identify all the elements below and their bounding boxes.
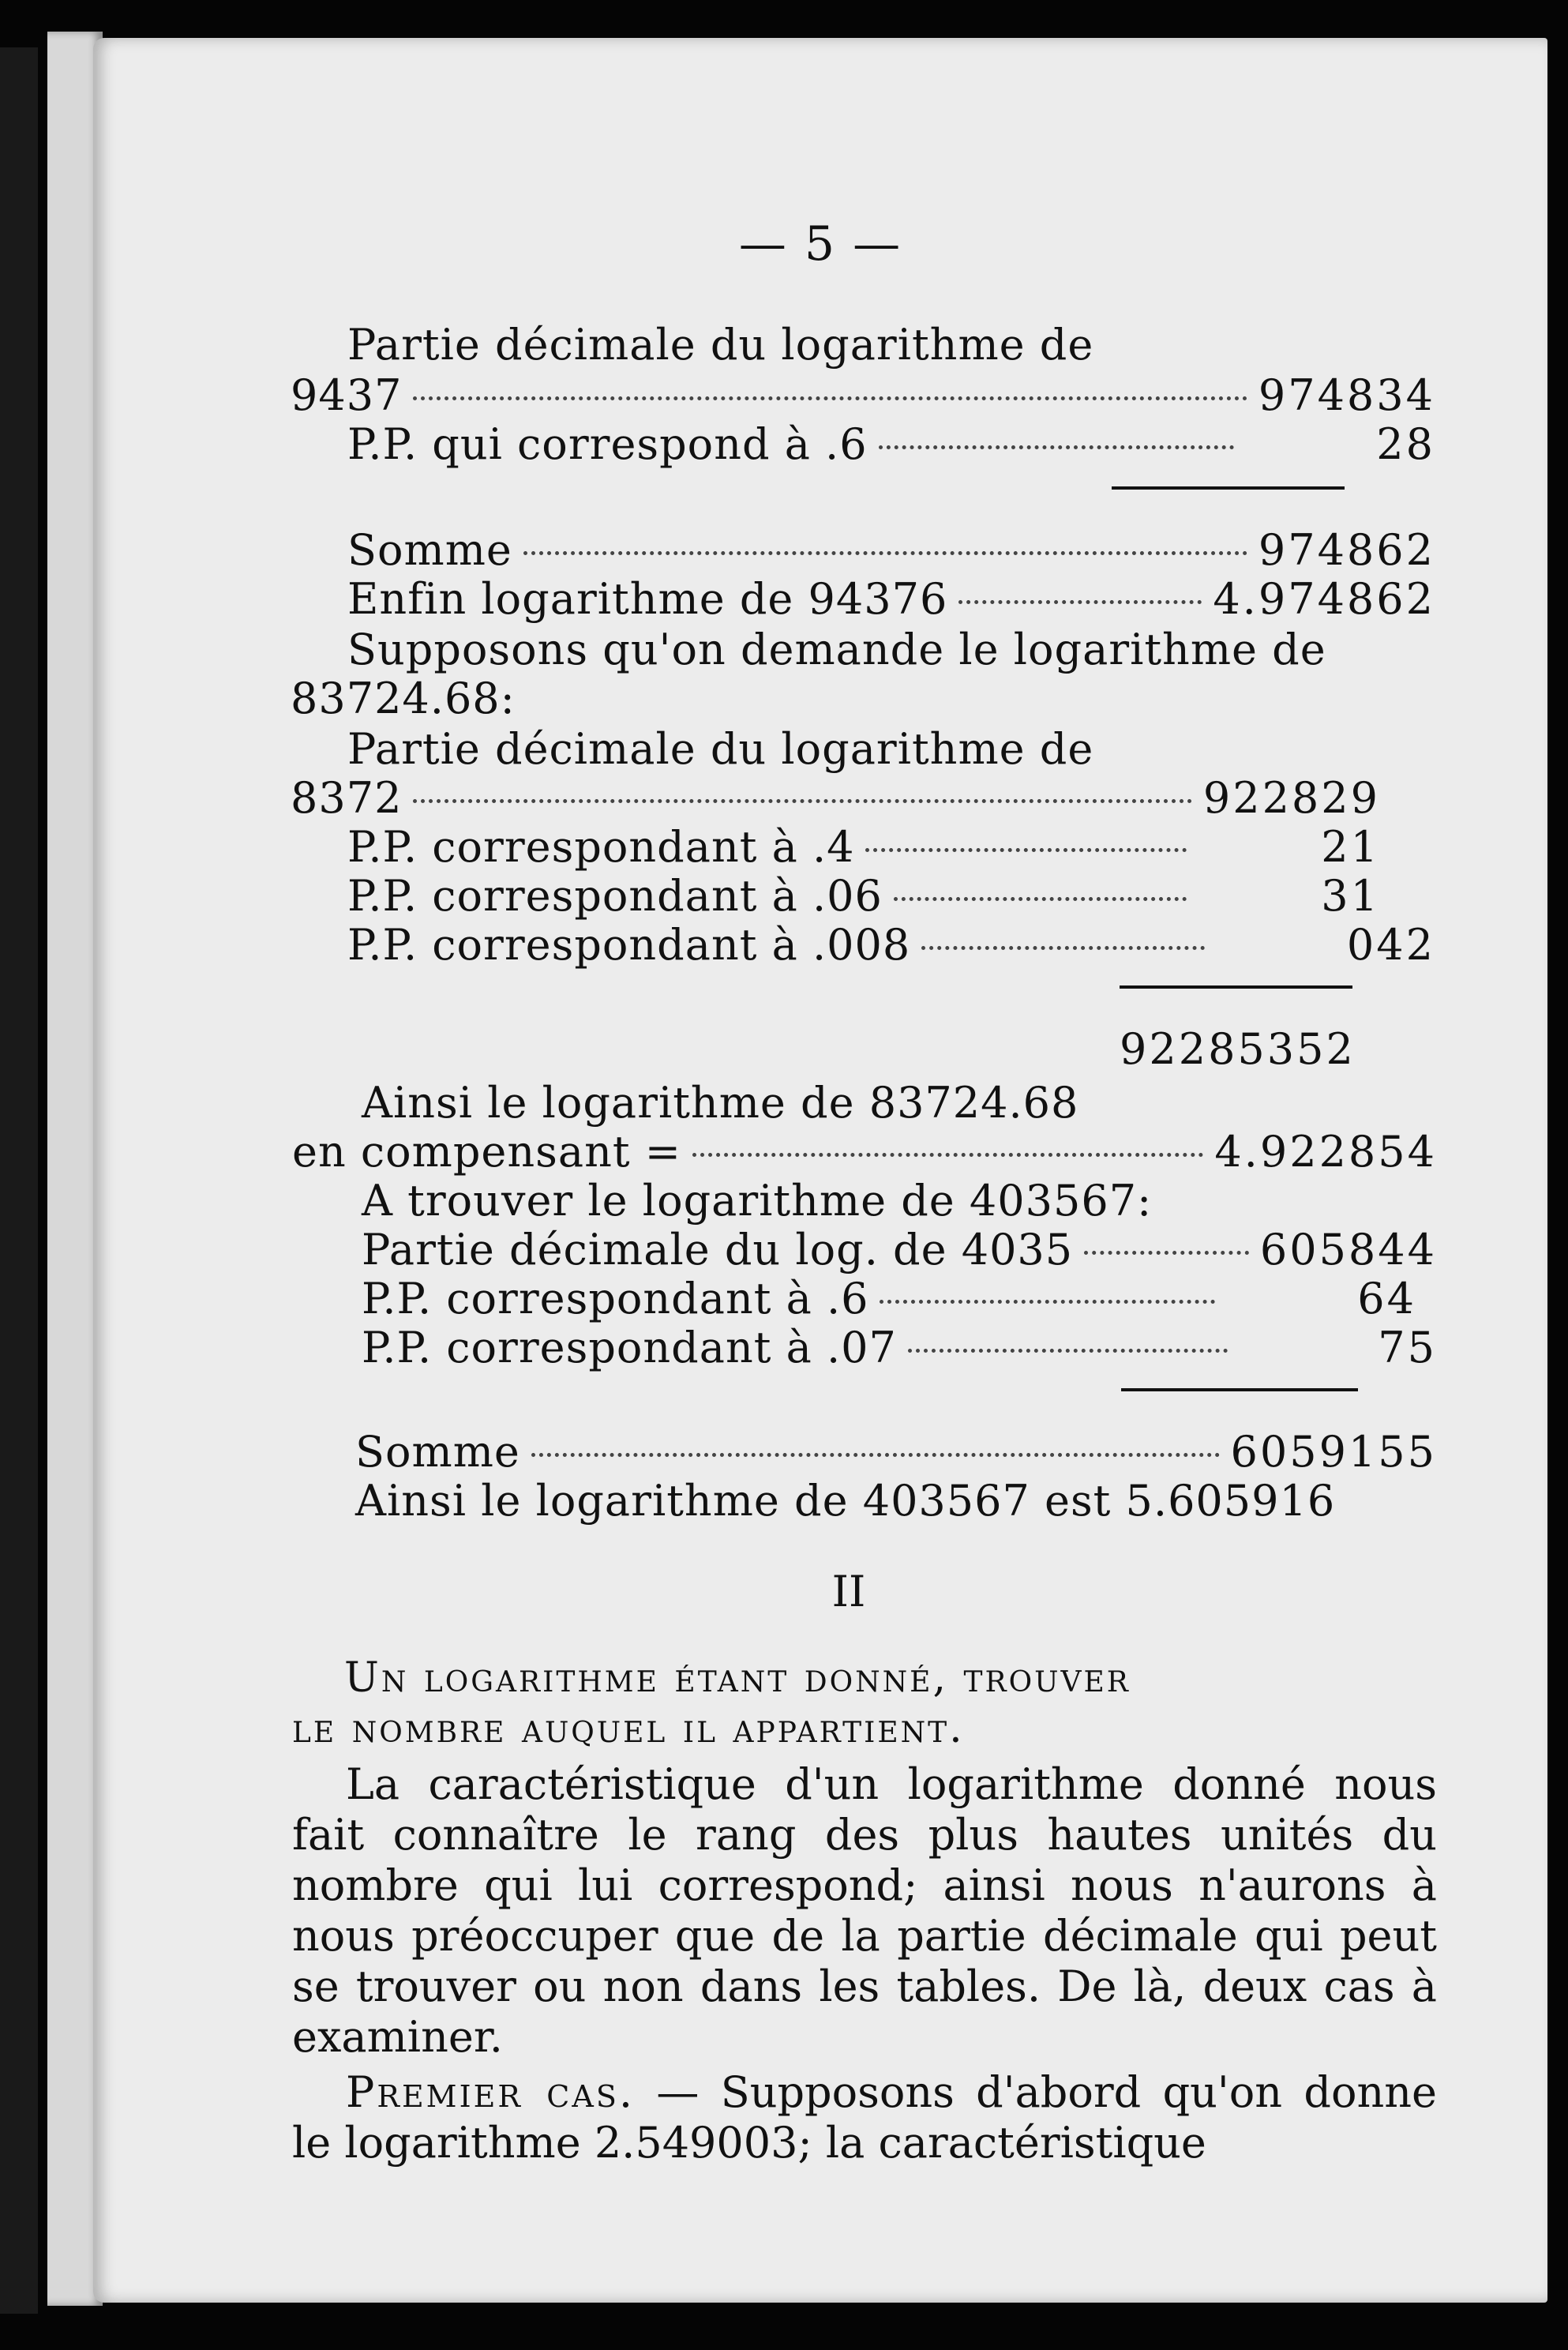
row-value: 4.922854	[1214, 1127, 1437, 1177]
row-label: Somme	[355, 1427, 520, 1477]
row-supposons: Supposons qu'on demande le logarithme de	[347, 625, 1326, 674]
dot-leader	[1084, 1251, 1249, 1255]
row-ainsi-2: Ainsi le logarithme de 403567 est 5.605916	[355, 1476, 1336, 1526]
dot-leader	[879, 445, 1235, 449]
row-value: 75	[1378, 1323, 1437, 1372]
row-ainsi-1: Ainsi le logarithme de 83724.68	[362, 1078, 1079, 1128]
section-heading-line-1: Un logarithme étant donné, trouver	[344, 1654, 1131, 1702]
row-9437	[291, 371, 1435, 420]
section-heading-line-2: le nombre auquel il appartient.	[292, 1705, 965, 1752]
dot-leader	[523, 551, 1247, 555]
row-enfin	[347, 575, 1435, 624]
paragraph-2-rest: — Supposons d'abord qu'on donne le logarithme 2.549003; la caractéristique	[292, 2067, 1437, 2168]
row-label: Somme	[347, 525, 512, 575]
dot-leader	[413, 799, 1191, 803]
sum-rule	[1120, 985, 1352, 989]
row-value: 974834	[1258, 370, 1435, 420]
row-value: 605844	[1259, 1225, 1437, 1274]
row-partie-decimale-9437: Partie décimale du logarithme de	[347, 320, 1094, 370]
row-a-trouver: A trouver le logarithme de 403567:	[362, 1176, 1153, 1226]
section-number: II	[831, 1567, 866, 1616]
dot-leader	[865, 848, 1187, 852]
paragraph-2	[292, 2067, 1437, 2168]
book-page	[93, 38, 1547, 2303]
row-label: P.P. correspondant à .07	[362, 1323, 897, 1372]
sum-rule	[1112, 486, 1345, 490]
row-somme-2	[355, 1428, 1437, 1477]
row-92285352: 92285352	[1120, 1024, 1356, 1074]
dot-leader	[958, 600, 1202, 604]
row-value: 21	[1321, 822, 1380, 872]
dot-leader	[921, 946, 1205, 950]
row-somme-1	[347, 526, 1435, 575]
row-value: 64	[1357, 1274, 1416, 1323]
row-label: 8372	[291, 773, 403, 823]
row-pp-008	[347, 921, 1435, 970]
row-value: 4.974862	[1213, 574, 1435, 624]
row-value: 042	[1346, 920, 1435, 970]
sum-rule	[1121, 1388, 1358, 1391]
row-value: 6059155	[1230, 1427, 1437, 1477]
row-partie-4035	[362, 1226, 1437, 1274]
row-value: 28	[1376, 419, 1435, 469]
paragraph-1: La caractéristique d'un logarithme donné nous fait connaître le rang des plus hautes unités du nombre qui lui correspond; ainsi nous n'aurons à nous préoccuper que de la partie décimale qui peut se trouver ou non dans les tables. De là, deux cas à examiner.	[292, 1759, 1437, 2062]
row-pp-4	[347, 823, 1380, 872]
row-pp-6b	[362, 1274, 1416, 1323]
dot-leader	[894, 897, 1187, 901]
dot-leader	[413, 396, 1247, 400]
paragraph-2-lead: Premier cas.	[346, 2067, 636, 2117]
row-label: Partie décimale du log. de 4035	[362, 1225, 1074, 1274]
row-label: P.P. correspondant à .4	[347, 822, 855, 872]
dot-leader	[531, 1453, 1220, 1457]
row-label: Enfin logarithme de 94376	[347, 574, 948, 624]
row-83724: 83724.68:	[291, 674, 516, 723]
row-label: P.P. correspondant à .008	[347, 920, 911, 970]
row-8372	[291, 774, 1380, 823]
page-number: — 5 —	[738, 216, 902, 272]
row-value: 922829	[1202, 773, 1380, 823]
row-label: en compensant =	[292, 1127, 681, 1177]
dot-leader	[908, 1349, 1228, 1353]
dot-leader	[692, 1153, 1203, 1157]
row-pp-06	[347, 872, 1380, 921]
row-pp-6	[347, 420, 1435, 469]
row-label: P.P. correspondant à .6	[362, 1274, 869, 1323]
row-label: 9437	[291, 370, 403, 420]
row-pp-07	[362, 1323, 1437, 1372]
row-partie-decimale-8372: Partie décimale du logarithme de	[347, 724, 1094, 774]
scan-border	[0, 47, 38, 2314]
row-label: P.P. qui correspond à .6	[347, 419, 868, 469]
row-label: P.P. correspondant à .06	[347, 871, 883, 921]
row-value: 974862	[1258, 525, 1435, 575]
row-compensant	[292, 1128, 1437, 1177]
dot-leader	[880, 1300, 1215, 1304]
row-value: 31	[1321, 871, 1380, 921]
